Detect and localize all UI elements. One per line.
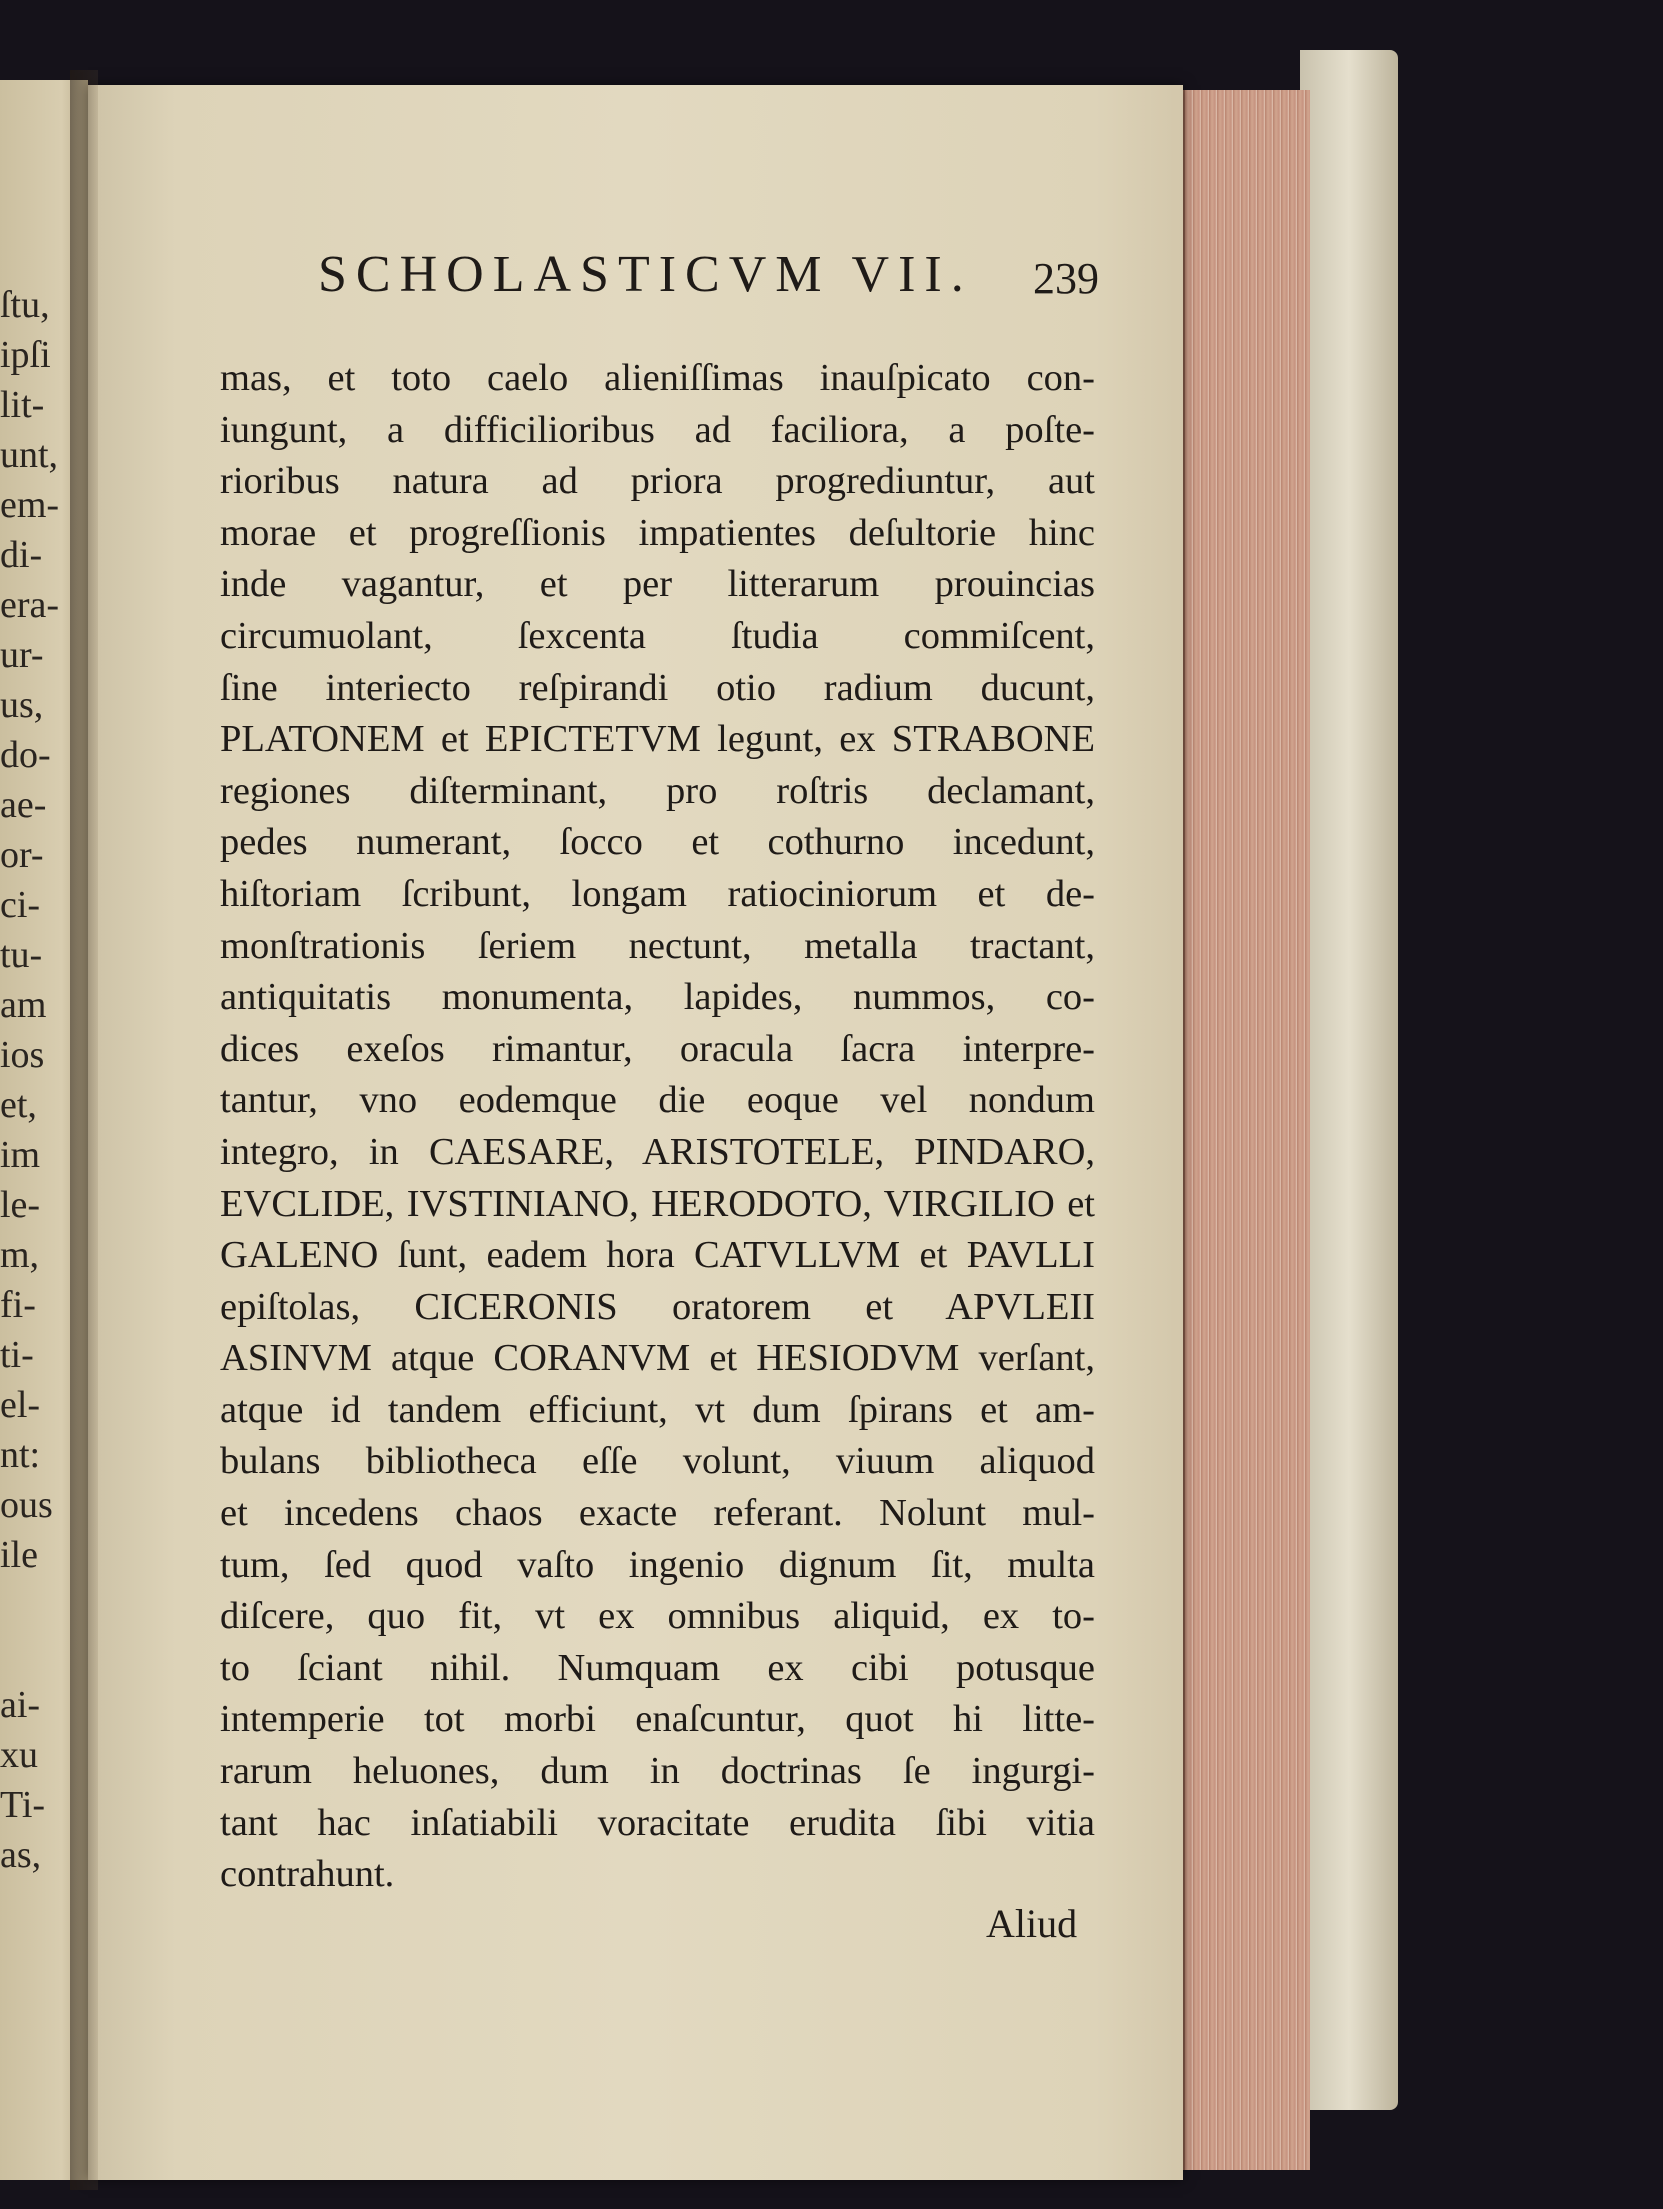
left-line: Ti-: [0, 1784, 46, 1826]
left-line: ipſi: [0, 334, 51, 376]
left-line: et,: [0, 1084, 37, 1126]
left-line: nt:: [0, 1434, 41, 1476]
left-line: em-: [0, 484, 60, 526]
text-line: to ſciant nihil. Numquam ex cibi potusque: [220, 1646, 1095, 1689]
left-line: ai-: [0, 1684, 41, 1726]
running-head: SCHOLASTICVM VII.: [318, 246, 973, 303]
text-line: PLATONEM et EPICTETVM legunt, ex STRABONE: [220, 718, 1095, 761]
text-line: GALENO ſunt, eadem hora CATVLLVM et PAVLLI: [220, 1234, 1095, 1277]
left-line: do-: [0, 734, 51, 776]
left-line: ae-: [0, 784, 47, 826]
left-line: as,: [0, 1834, 42, 1876]
left-line: fi-: [0, 1284, 36, 1326]
left-line: unt,: [0, 434, 59, 476]
left-line: xu: [0, 1734, 38, 1776]
text-line: morae et progreſſionis impatientes deſultorie hinc: [220, 511, 1095, 554]
text-line: inde vagantur, et per litterarum prouincias: [220, 563, 1095, 606]
text-line: tant hac inſatiabili voracitate erudita ſibi vitia: [220, 1801, 1095, 1844]
left-line: era-: [0, 584, 60, 626]
text-line: bulans bibliotheca eſſe volunt, viuum aliquod: [220, 1440, 1095, 1483]
page-number: 239: [1033, 254, 1099, 303]
text-line: et incedens chaos exacte referant. Nolunt mul-: [220, 1492, 1095, 1535]
left-line: ile: [0, 1534, 38, 1576]
page-edges: [1183, 90, 1310, 2170]
text-line: regiones diſterminant, pro roſtris declamant,: [220, 769, 1095, 812]
gutter-shadow: [70, 70, 98, 2190]
left-line: us,: [0, 684, 44, 726]
text-line: tantur, vno eodemque die eoque vel nondum: [220, 1079, 1095, 1122]
left-line: or-: [0, 834, 44, 876]
text-line: integro, in CAESARE, ARISTOTELE, PINDARO,: [220, 1130, 1095, 1173]
text-line: tum, ſed quod vaſto ingenio dignum ſit, multa: [220, 1543, 1095, 1586]
catchword: Aliud: [986, 1901, 1078, 1946]
left-line: m,: [0, 1234, 40, 1276]
text-line: diſcere, quo fit, vt ex omnibus aliquid, ex to-: [220, 1595, 1095, 1638]
text-line: monſtrationis ſeriem nectunt, metalla tractant,: [220, 924, 1095, 967]
right-page: [88, 85, 1183, 2180]
left-line: lit-: [0, 384, 45, 426]
left-line: di-: [0, 534, 43, 576]
text-line: iungunt, a difficilioribus ad faciliora, a poſte-: [220, 408, 1095, 451]
text-line: antiquitatis monumenta, lapides, nummos, co-: [220, 976, 1095, 1019]
left-line: im: [0, 1134, 41, 1176]
left-line: ios: [0, 1034, 45, 1076]
left-line: ſtu,: [0, 284, 50, 326]
left-line: le-: [0, 1184, 41, 1226]
text-line: ſine interiecto reſpirandi otio radium ducunt,: [220, 666, 1095, 709]
text-line: intemperie tot morbi enaſcuntur, quot hi litte-: [220, 1698, 1095, 1741]
body-text: [220, 353, 1095, 1901]
left-line: ti-: [0, 1334, 34, 1376]
left-line: ci-: [0, 884, 41, 926]
text-line: dices exeſos rimantur, oracula ſacra interpre-: [220, 1027, 1095, 1070]
left-line: am: [0, 984, 47, 1026]
left-line: el-: [0, 1384, 41, 1426]
text-line: epiſtolas, CICERONIS oratorem et APVLEII: [220, 1285, 1095, 1328]
text-line: rarum heluones, dum in doctrinas ſe ingurgi-: [220, 1750, 1095, 1793]
text-line: circumuolant, ſexcenta ſtudia commiſcent,: [220, 614, 1095, 657]
text-line: ASINVM atque CORANVM et HESIODVM verſant,: [220, 1337, 1095, 1380]
left-line: tu-: [0, 934, 43, 976]
left-line: ur-: [0, 634, 44, 676]
text-line: mas, et toto caelo alieniſſimas inauſpicato con-: [220, 357, 1095, 399]
text-line: contrahunt.: [220, 1853, 395, 1896]
text-line: rioribus natura ad priora progrediuntur, aut: [220, 460, 1095, 503]
text-line: hiſtoriam ſcribunt, longam ratiociniorum et de-: [220, 872, 1095, 915]
text-line: atque id tandem efficiunt, vt dum ſpirans et am-: [220, 1388, 1095, 1431]
left-line: ous: [0, 1484, 53, 1526]
text-line: pedes numerant, ſocco et cothurno incedunt,: [220, 821, 1095, 864]
text-line: EVCLIDE, IVSTINIANO, HERODOTO, VIRGILIO et: [220, 1182, 1095, 1225]
book-cover: [1300, 50, 1398, 2110]
